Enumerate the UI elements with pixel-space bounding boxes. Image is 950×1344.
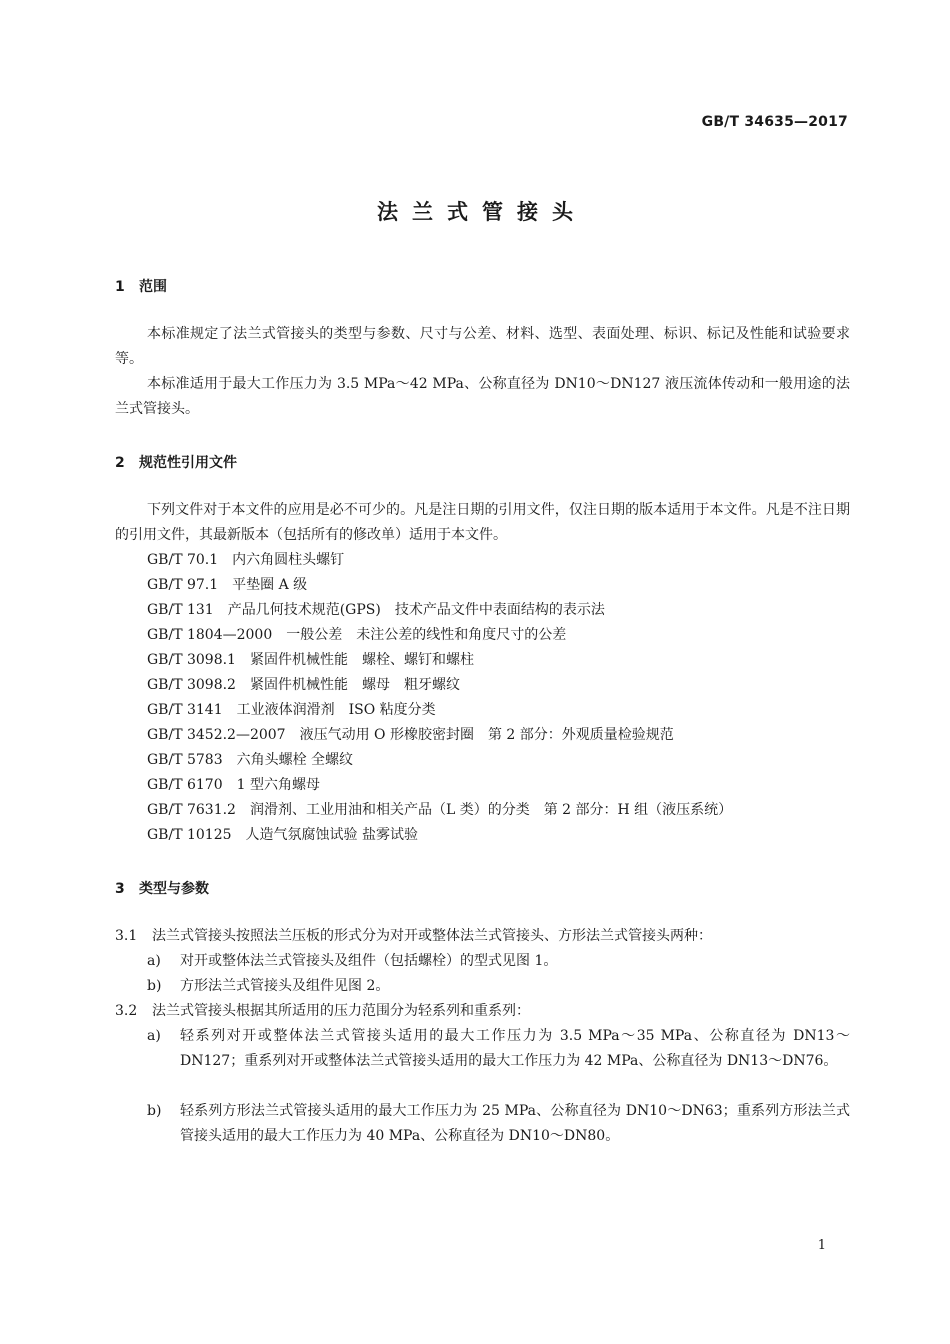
clause-3-2-item-a <box>147 1024 850 1074</box>
clause-text: 法兰式管接头根据其所适用的压力范围分为轻系列和重系列： <box>152 1003 530 1019</box>
document-title: 法兰式管接头 <box>377 200 587 224</box>
reference-code: GB/T 131 <box>147 602 214 618</box>
reference-list <box>147 548 732 848</box>
scope-paragraph-1: 本标准规定了法兰式管接头的类型与参数、尺寸与公差、材料、选型、表面处理、标识、标记及性能和试验要求等。 <box>115 326 850 367</box>
reference-code: GB/T 3098.2 <box>147 677 236 693</box>
reference-item <box>147 598 732 623</box>
clause-text: 法兰式管接头按照法兰压板的形式分为对开或整体法兰式管接头、方形法兰式管接头两种： <box>152 928 712 944</box>
reference-code: GB/T 7631.2 <box>147 802 236 818</box>
reference-item <box>147 723 732 748</box>
reference-item <box>147 623 732 648</box>
item-text: 轻系列方形法兰式管接头适用的最大工作压力为 25 MPa、公称直径为 DN10～DN63；重系列方形法兰式管接头适用的最大工作压力为 40 MPa、公称直径为 DN10～DN80。 <box>180 1103 850 1144</box>
reference-title: 紧固件机械性能 螺栓、螺钉和螺柱 <box>249 652 474 668</box>
item-label: b) <box>147 1103 162 1119</box>
page-number: 1 <box>817 1238 826 1253</box>
reference-code: GB/T 3141 <box>147 702 223 718</box>
reference-item <box>147 573 732 598</box>
clause-number: 3.2 <box>115 1003 138 1019</box>
section-number: 1 <box>115 279 125 295</box>
reference-title: 紧固件机械性能 螺母 粗牙螺纹 <box>249 677 460 693</box>
reference-item <box>147 748 732 773</box>
section-number: 2 <box>115 455 125 471</box>
reference-code: GB/T 10125 <box>147 827 232 843</box>
item-text: 方形法兰式管接头及组件见图 2。 <box>180 978 390 994</box>
section-title: 类型与参数 <box>139 881 209 897</box>
reference-item <box>147 673 732 698</box>
reference-code: GB/T 3452.2—2007 <box>147 727 286 743</box>
reference-item <box>147 698 732 723</box>
reference-title: 人造气氛腐蚀试验 盐雾试验 <box>245 827 418 843</box>
reference-title: 液压气动用 O 形橡胶密封圈 第 2 部分：外观质量检验规范 <box>299 727 674 743</box>
section-1-heading <box>115 276 167 296</box>
section-number: 3 <box>115 881 125 897</box>
reference-title: 产品几何技术规范(GPS) 技术产品文件中表面结构的表示法 <box>227 602 605 618</box>
reference-title: 1 型六角螺母 <box>236 777 320 793</box>
reference-title: 平垫圈 A 级 <box>232 577 308 593</box>
clause-3-1-item-b <box>147 974 850 999</box>
reference-title: 工业液体润滑剂 ISO 粘度分类 <box>236 702 436 718</box>
section-title: 范围 <box>139 279 167 295</box>
reference-item <box>147 548 732 573</box>
item-label: b) <box>147 978 162 994</box>
clause-number: 3.1 <box>115 928 138 944</box>
section-2-heading <box>115 452 237 472</box>
reference-code: GB/T 70.1 <box>147 552 219 568</box>
item-text: 轻系列对开或整体法兰式管接头适用的最大工作压力为 3.5 MPa～35 MPa、公称直径为 DN13～DN127；重系列对开或整体法兰式管接头适用的最大工作压力为 42 MPa、公称直径为 DN13～DN76。 <box>180 1028 850 1069</box>
section-3-heading <box>115 878 209 898</box>
reference-code: GB/T 3098.1 <box>147 652 236 668</box>
reference-item <box>147 773 732 798</box>
reference-title: 内六角圆柱头螺钉 <box>232 552 345 568</box>
reference-code: GB/T 6170 <box>147 777 223 793</box>
clause-3-2-item-b <box>147 1099 850 1149</box>
clause-3-2 <box>115 999 850 1024</box>
section-title: 规范性引用文件 <box>139 455 237 471</box>
item-label: a) <box>147 953 161 969</box>
reference-code: GB/T 5783 <box>147 752 223 768</box>
item-text: 对开或整体法兰式管接头及组件（包括螺栓）的型式见图 1。 <box>180 953 558 969</box>
reference-code: GB/T 1804—2000 <box>147 627 273 643</box>
clause-3-1 <box>115 924 850 949</box>
reference-item <box>147 798 732 823</box>
reference-item <box>147 648 732 673</box>
clause-3-1-item-a <box>147 949 850 974</box>
reference-title: 六角头螺栓 全螺纹 <box>236 752 354 768</box>
reference-item <box>147 823 732 848</box>
scope-paragraph-2: 本标准适用于最大工作压力为 3.5 MPa～42 MPa、公称直径为 DN10～DN127 液压流体传动和一般用途的法兰式管接头。 <box>115 376 850 417</box>
standard-code: GB/T 34635—2017 <box>701 114 848 130</box>
references-intro: 下列文件对于本文件的应用是必不可少的。凡是注日期的引用文件，仅注日期的版本适用于本文件。凡是不注日期的引用文件，其最新版本（包括所有的修改单）适用于本文件。 <box>115 502 850 543</box>
item-label: a) <box>147 1028 161 1044</box>
reference-title: 一般公差 未注公差的线性和角度尺寸的公差 <box>286 627 567 643</box>
reference-code: GB/T 97.1 <box>147 577 219 593</box>
reference-title: 润滑剂、工业用油和相关产品（L 类）的分类 第 2 部分：H 组（液压系统） <box>249 802 733 818</box>
